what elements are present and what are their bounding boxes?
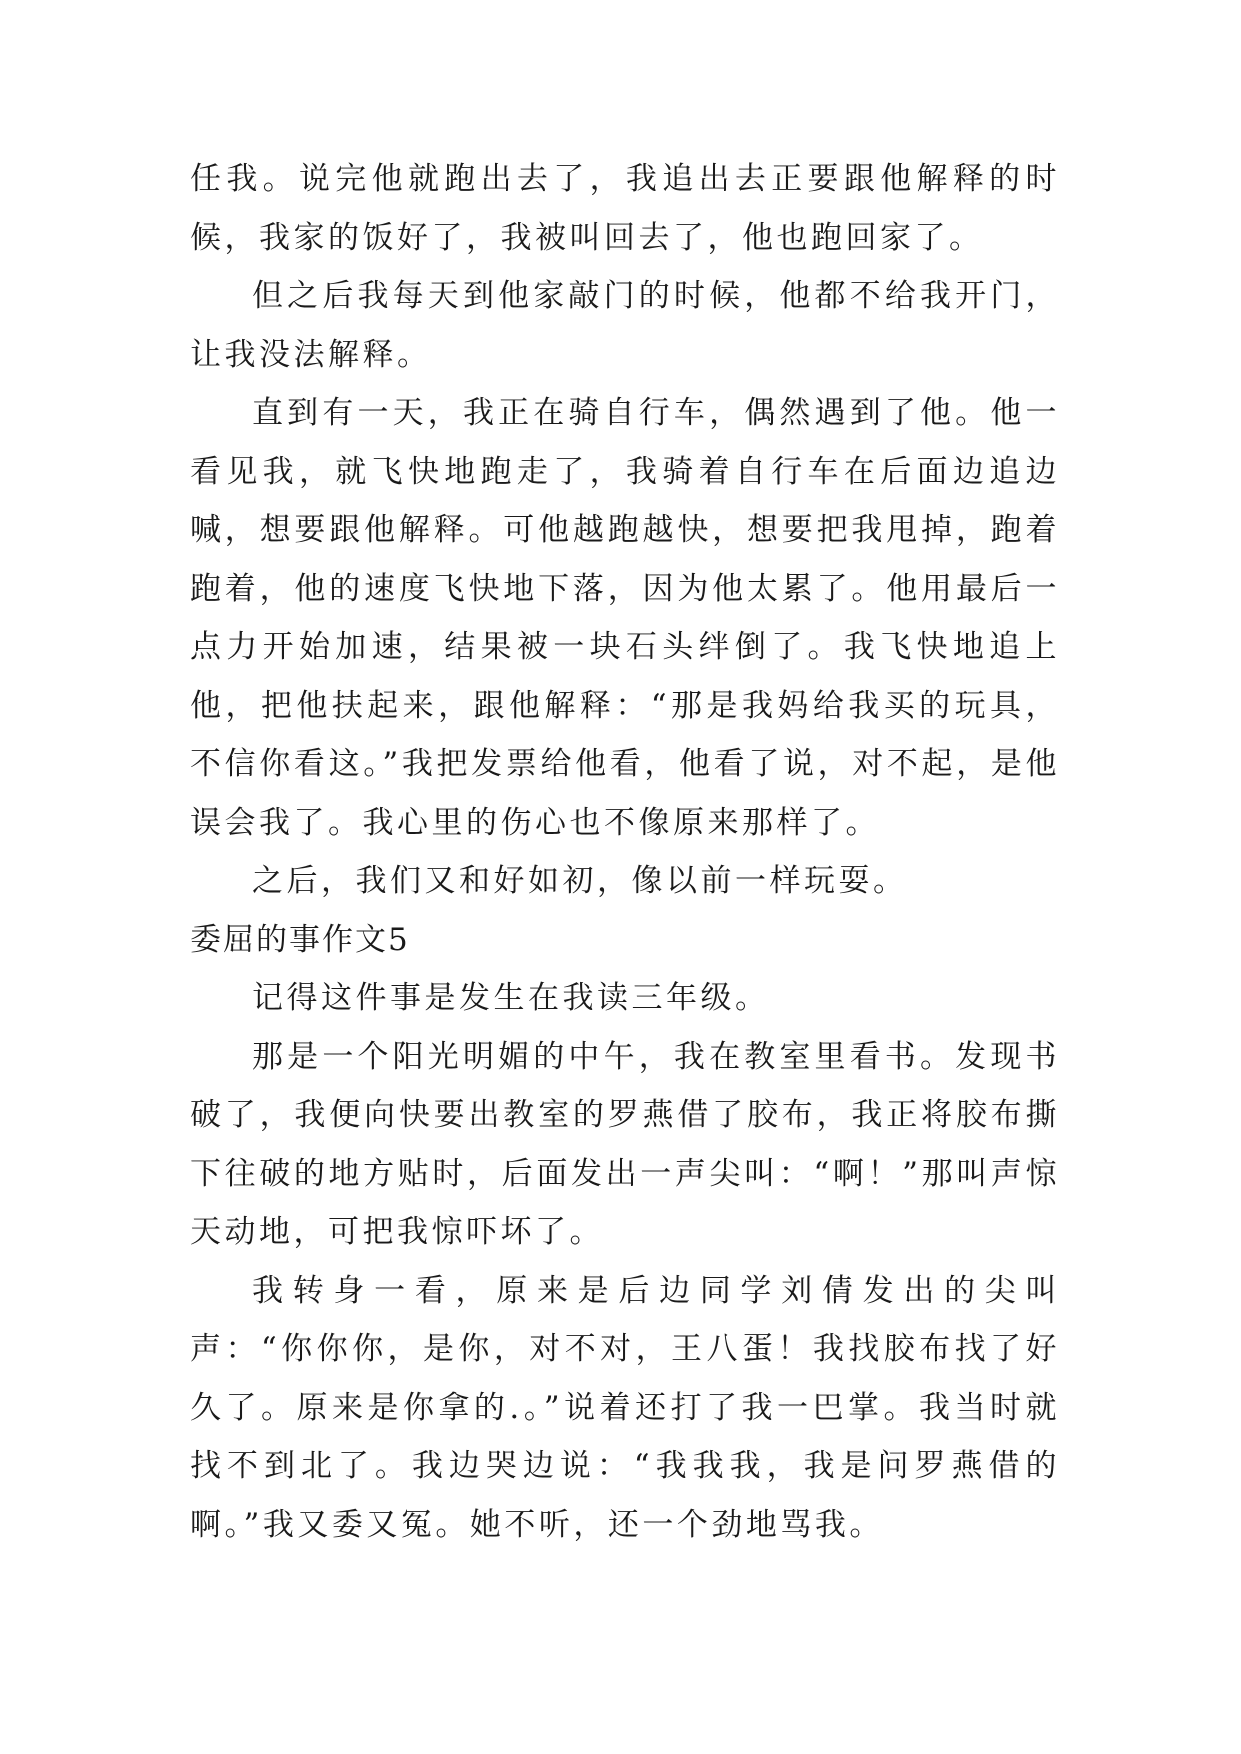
paragraph: 直到有一天，我正在骑自行车，偶然遇到了他。他一看见我，就飞快地跑走了，我骑着自行车在后面边追边喊，想要跟他解释。可他越跑越快，想要把我甩掉，跑着跑着，他的速度飞快地下落，因为他太累了。他用最后一点力开始加速，结果被一块石头绊倒了。我飞快地追上他，把他扶起来，跟他解释：“那是我妈给我买的玩具，不信你看这。”我把发票给他看，他看了说，对不起，是他误会我了。我心里的伤心也不像原来那样了。 (190, 395, 1060, 841)
paragraph: 那是一个阳光明媚的中午，我在教室里看书。发现书破了，我便向快要出教室的罗燕借了胶布，我正将胶布撕下往破的地方贴时，后面发出一声尖叫：“啊！”那叫声惊天动地，可把我惊吓坏了。 (190, 1038, 1060, 1250)
section-heading: 委屈的事作文5 (190, 921, 410, 958)
paragraph: 但之后我每天到他家敲门的时候，他都不给我开门，让我没法解释。 (190, 278, 1060, 373)
document-body (190, 150, 1060, 1554)
paragraph: 之后，我们又和好如初，像以前一样玩耍。 (252, 863, 908, 899)
paragraph: 记得这件事是发生在我读三年级。 (252, 980, 770, 1016)
paragraph: 我转身一看，原来是后边同学刘倩发出的尖叫声：“你你你，是你，对不对，王八蛋！我找胶布找了好久了。原来是你拿的.。”说着还打了我一巴掌。我当时就找不到北了。我边哭边说：“我我我，我是问罗燕借的啊。”我又委又冤。她不听，还一个劲地骂我。 (190, 1272, 1060, 1543)
paragraph-continuation: 任我。说完他就跑出去了，我追出去正要跟他解释的时候，我家的饭好了，我被叫回去了，他也跑回家了。 (190, 161, 1060, 256)
